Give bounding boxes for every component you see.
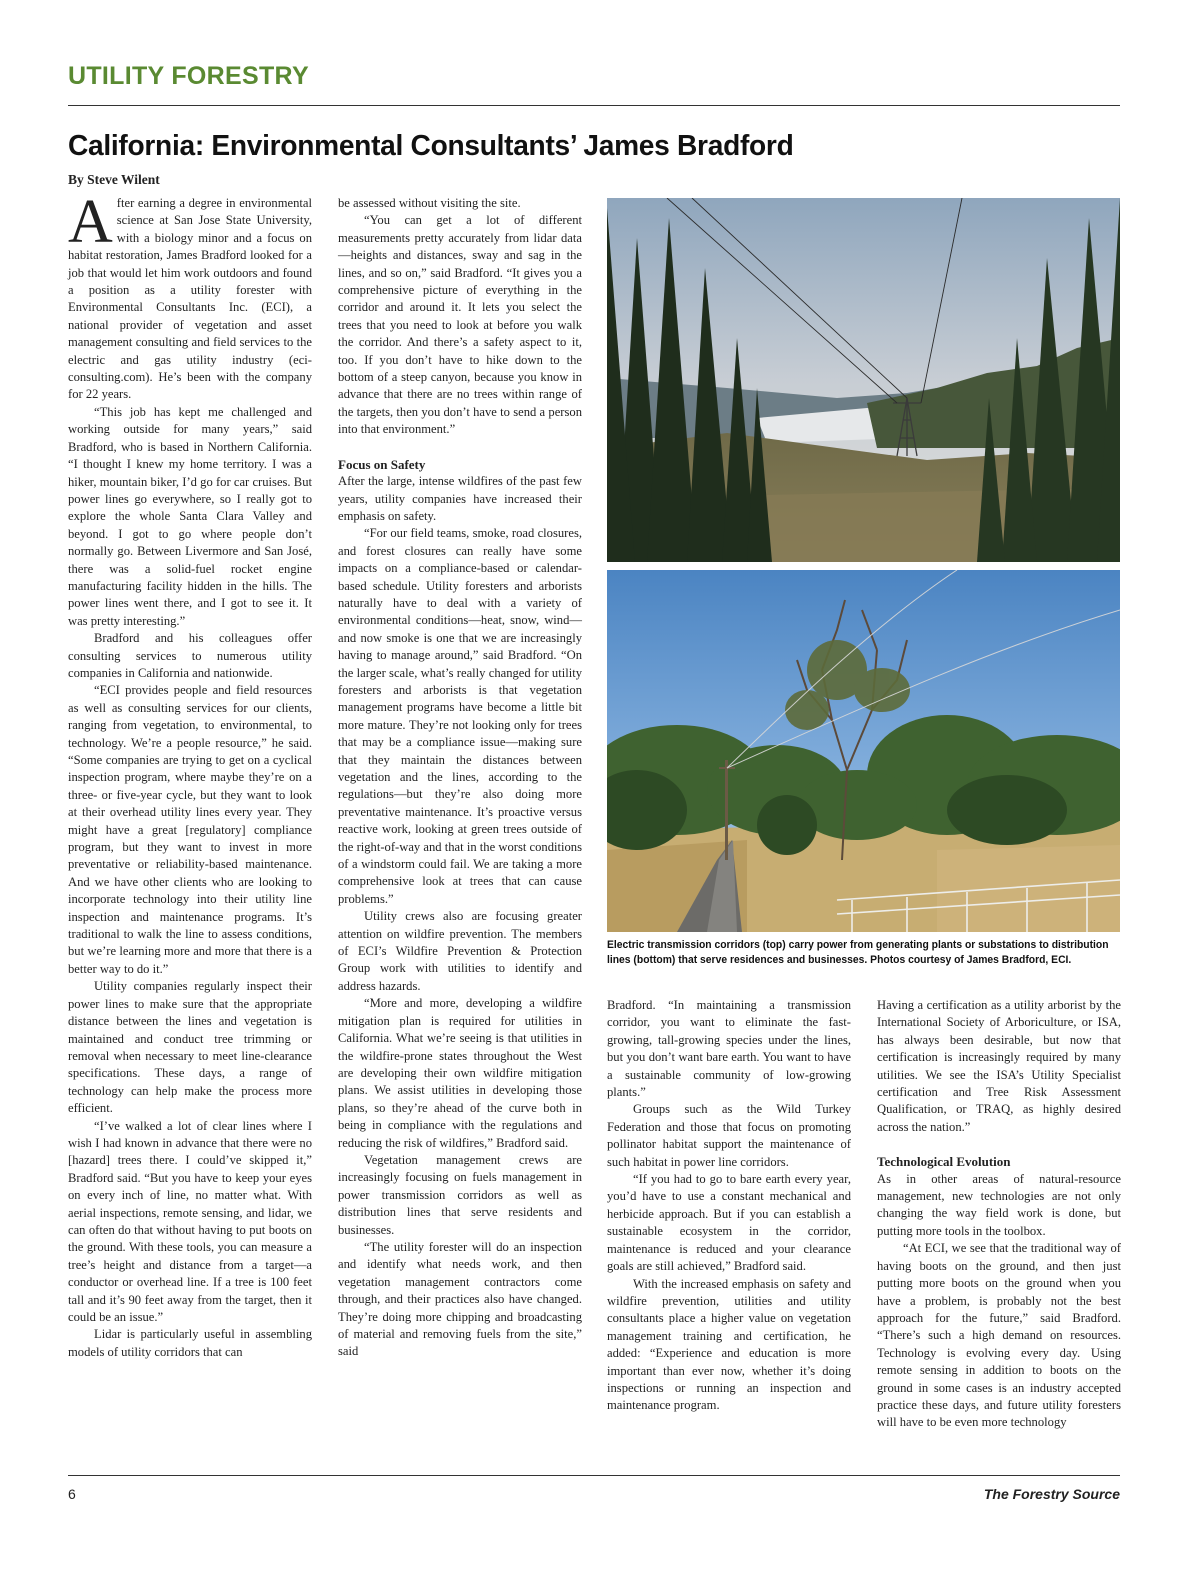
- page-number: 6: [68, 1486, 76, 1502]
- article-column-2: [338, 195, 582, 1457]
- byline: By Steve Wilent: [68, 172, 160, 187]
- footer-rule: [68, 1475, 1120, 1476]
- paragraph: Utility crews also are focusing greater attention on wildfire prevention. The members of ECI’s Wildfire Prevention & Protection Group work with utilities to identify and address hazards.: [338, 909, 582, 993]
- photo-distribution-line: [607, 570, 1120, 932]
- paragraph: “You can get a lot of different measurements pretty accurately from lidar data—heights and distances, sway and sag in the lines, and so on,” said Bradford. “It gives you a comprehensive picture of everything in the corridor and around it. It lets you select the trees that you need to look at before you walk the corridor. And there’s a safety aspect to it, too. If you don’t have to hike down to the bottom of a steep canyon, because you know in advance that there are no trees within range of the targets, then you don’t have to send a person into that environment.”: [338, 213, 582, 437]
- header-rule: [68, 105, 1120, 106]
- transmission-corridor-image: [607, 198, 1120, 562]
- paragraph: After the large, intense wildfires of the past few years, utility companies have increased their emphasis on safety.: [338, 474, 582, 523]
- paragraph: “This job has kept me challenged and working outside for many years,” said Bradford, who is based in Northern California. “I thought I knew my home territory. I was a hiker, mountain biker, I’d go for car cruises. But power lines go everywhere, so I really got to explore the whole Santa Clara Valley and beyond. I got to go where people don’t normally go. Between Livermore and San José, there was a solid-fuel rocket engine manufacturing facility hidden in the hills. The power lines went there, and I got to see it. It was pretty interesting.”: [68, 404, 312, 628]
- paragraph: Bradford and his colleagues offer consulting services to numerous utility companies in California and nationwide.: [68, 631, 312, 680]
- article-column-4: [877, 997, 1121, 1457]
- subhead-technological-evolution: Technological Evolution: [877, 1154, 1011, 1170]
- paragraph: “If you had to go to bare earth every year, you’d have to use a constant mechanical and herbicide approach. But if you can establish a sustainable ecosystem in the corridor, maintenance is reduced and your clearance goals are still achieved,” Bradford said.: [607, 1172, 851, 1274]
- subhead-focus-on-safety: Focus on Safety: [338, 456, 426, 472]
- paragraph: As in other areas of natural-resource management, new technologies are not only changing the way field work is done, but putting more tools in the toolbox.: [877, 1171, 1121, 1238]
- paragraph: Lidar is particularly useful in assembling models of utility corridors that can: [68, 1327, 312, 1359]
- paragraph: Groups such as the Wild Turkey Federation and those that focus on promoting pollinator habitat support the maintenance of such habitat in power line corridors.: [607, 1102, 851, 1169]
- article-column-1: [68, 188, 312, 1457]
- paragraph: With the increased emphasis on safety and wildfire prevention, utilities and utility consultants place a higher value on vegetation management training and certification, he added: “Experience and education is more important than ever now, whether it’s doing inspections or running an inspection and maintenance program.: [607, 1276, 851, 1413]
- paragraph-text: fter earning a degree in environmental science at San Jose State University, with a biology minor and a focus on habitat restoration, James Bradford looked for a job that would let him work outdoors and found a position as a utility forester with Environmental Consultants Inc. (ECI), a national provider of vegetation and asset management consulting and field services to the electric and gas utility industry (eci-consulting.com). He’s been with the company for 22 years.: [68, 196, 312, 402]
- paragraph: “ECI provides people and field resources as well as consulting services for our clients, ranging from vegetation, to environmental, to technology. We’re a people resource,” he said. “Some companies are trying to get on a cyclical inspection program, where maybe they’re on a three- or five-year cycle, but they want to look at their overhead utility lines every year. They might have a great [regulatory] compliance program, but they want to invest in more preventative or reliability-based maintenance. And we have other clients who are looking to incorporate technology into their utility line inspection and maintenance programs. It’s traditional to walk the line to assess conditions, but we’re learning more and more that there is a better way to do it.”: [68, 683, 312, 976]
- paragraph: “More and more, developing a wildfire mitigation plan is required for utilities in California. What we’re seeing is that utilities in the wildfire-prone states throughout the West are developing their own wildfire mitigation plans. We assist utilities in developing those plans, so they’re ahead of the curve both in being in compliance with the regulations and reducing the risk of wildfires,” Bradford said.: [338, 996, 582, 1150]
- article-headline: California: Environmental Consultants’ James Bradford: [68, 130, 794, 162]
- paragraph: “The utility forester will do an inspection and identify what needs work, and then vegetation management contractors come through, and their practices also have changed. They’re doing more chipping and broadcasting of material and removing fuels from the site,” said: [338, 1239, 582, 1359]
- paragraph: be assessed without visiting the site.: [338, 196, 521, 210]
- paragraph: “I’ve walked a lot of clear lines where I wish I had known in advance that there were no [hazard] trees there. I could’ve skipped it,” Bradford said. “But you have to keep your eyes on every inch of line, no matter what. With aerial inspections, remote sensing, and lidar, we can often do that without having to put boots on the ground. With these tools, you can measure a tree’s height and distance from a target—a conductor or overhead line. If a tree is 100 feet tall and it’s 90 feet away from the target, then it could be an issue.”: [68, 1118, 312, 1324]
- photo-transmission-corridor: [607, 198, 1120, 562]
- paragraph: “For our field teams, smoke, road closures, and forest closures can really have some impacts on a compliance-based or calendar-based schedule. Utility foresters and arborists naturally have to deal with a variety of environmental conditions—heat, snow, wind—and now smoke is one that we are increasingly having to manage around,” said Bradford. “On the larger scale, what’s really changed for utility foresters and arborists is that vegetation management programs have become a little bit more mature. They’re not looking only for trees that may be a compliance issue—making sure that they maintain the distances between vegetation and the lines, according to the regulations—but they’re also doing more preventative maintenance. It’s proactive versus reactive work, looking at green trees outside of the right-of-way and that in the worst conditions of a windstorm could fail. We are taking a more comprehensive look at trees that can cause problems.”: [338, 526, 582, 906]
- distribution-line-image: [607, 570, 1120, 932]
- paragraph: [68, 188, 312, 404]
- paragraph: Utility companies regularly inspect their power lines to make sure that the appropriate distance between the lines and vegetation is maintained and conduct tree trimming or removal when necessary to meet line-clearance specifications. These days, a range of technology can help make the process more efficient.: [68, 979, 312, 1116]
- paragraph: Vegetation management crews are increasingly focusing on fuels management in power transmission corridors as well as distribution lines that serve residents and businesses.: [338, 1152, 582, 1237]
- article-column-3: [607, 997, 851, 1457]
- paragraph: Bradford. “In maintaining a transmission corridor, you want to eliminate the fast-growing, tall-growing species under the lines, but you don’t want bare earth. You want to have a sustainable community of low-growing plants.”: [607, 998, 851, 1100]
- section-label: UTILITY FORESTRY: [68, 62, 309, 90]
- paragraph: Having a certification as a utility arborist by the International Society of Arboriculture, or ISA, has always been desirable, but now that certification is increasingly required by many utilities. We see the ISA’s Utility Specialist certification and Tree Risk Assessment Qualification, or TRAQ, as highly desired across the nation.”: [877, 998, 1121, 1134]
- paragraph: “At ECI, we see that the traditional way of having boots on the ground, and then just putting more boots on the ground when you have a problem, is probably not the best approach for the future,” said Bradford. “There’s such a high demand on resources. Technology is evolving every day. Using remote sensing in addition to boots on the ground in some cases is an industry accepted practice these days, and future utility foresters will have to be even more technology: [877, 1241, 1121, 1430]
- publication-name: The Forestry Source: [983, 1486, 1120, 1502]
- photo-caption: Electric transmission corridors (top) carry power from generating plants or substations to distribution lines (bottom) that serve residences and businesses. Photos courtesy of James Bradford, ECI.: [607, 939, 1109, 966]
- drop-cap: A: [68, 188, 113, 256]
